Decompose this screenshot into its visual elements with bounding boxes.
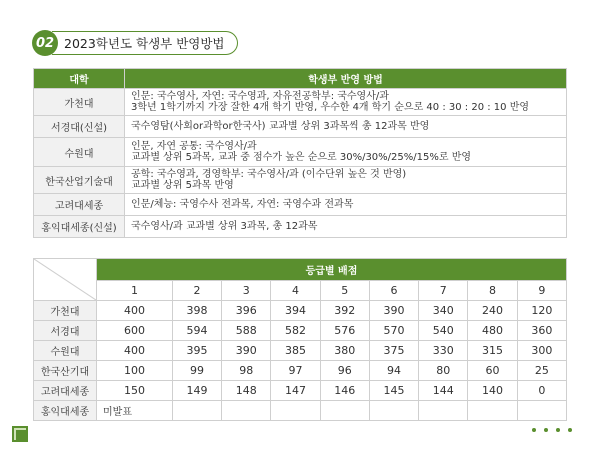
grade-number-cell: 5 <box>320 281 369 301</box>
section-title: 2023학년도 학생부 반영방법 <box>52 31 238 55</box>
score-cell: 미발표 <box>97 401 173 421</box>
table-row <box>34 167 567 194</box>
table-row <box>34 301 567 321</box>
score-cell: 96 <box>320 361 369 381</box>
score-cell: 94 <box>369 361 418 381</box>
method-line: 공학: 국수영과, 경영학부: 국수영사/과 (이수단위 높은 것 반영) <box>131 169 407 180</box>
table-row <box>34 138 567 167</box>
score-cell: 375 <box>369 341 418 361</box>
table-row <box>34 89 567 116</box>
method-cell <box>125 216 567 238</box>
score-cell: 80 <box>419 361 468 381</box>
method-cell <box>125 194 567 216</box>
method-line: 교과별 상위 5과목, 교과 중 점수가 높은 순으로 30%/30%/25%/15%로 반영 <box>131 152 472 163</box>
score-cell: 540 <box>419 321 468 341</box>
score-cell: 60 <box>468 361 517 381</box>
table-row <box>34 401 567 421</box>
university-cell: 한국산기대 <box>34 361 97 381</box>
table-row <box>34 381 567 401</box>
score-cell <box>517 401 566 421</box>
score-cell: 98 <box>222 361 271 381</box>
grade-number-cell: 3 <box>222 281 271 301</box>
section-number-badge: 02 <box>32 30 58 56</box>
score-cell: 400 <box>97 301 173 321</box>
table-row <box>34 194 567 216</box>
grade-number-cell: 2 <box>172 281 221 301</box>
score-cell <box>468 401 517 421</box>
score-cell: 146 <box>320 381 369 401</box>
university-cell: 홍익대세종(신설) <box>34 216 125 238</box>
score-cell: 147 <box>271 381 320 401</box>
score-cell: 340 <box>419 301 468 321</box>
score-cell <box>271 401 320 421</box>
university-cell: 고려대세종 <box>34 194 125 216</box>
score-cell: 385 <box>271 341 320 361</box>
dot <box>568 428 572 432</box>
method-line: 인문, 자연 공통: 국수영사/과 <box>131 141 257 152</box>
score-cell <box>419 401 468 421</box>
university-cell: 가천대 <box>34 89 125 116</box>
score-cell: 140 <box>468 381 517 401</box>
method-cell <box>125 167 567 194</box>
score-cell: 390 <box>222 341 271 361</box>
university-cell: 홍익대세종 <box>34 401 97 421</box>
score-cell: 240 <box>468 301 517 321</box>
score-cell: 330 <box>419 341 468 361</box>
score-cell <box>369 401 418 421</box>
score-cell <box>172 401 221 421</box>
table-row <box>34 341 567 361</box>
table-header-row <box>34 69 567 89</box>
dot <box>532 428 536 432</box>
table-row <box>34 116 567 138</box>
score-cell: 25 <box>517 361 566 381</box>
method-cell <box>125 89 567 116</box>
university-cell: 수원대 <box>34 341 97 361</box>
section-header <box>32 30 238 56</box>
score-cell <box>320 401 369 421</box>
score-cell: 570 <box>369 321 418 341</box>
score-cell: 582 <box>271 321 320 341</box>
score-cell: 594 <box>172 321 221 341</box>
reflection-method-table <box>33 68 567 238</box>
university-cell: 고려대세종 <box>34 381 97 401</box>
method-cell <box>125 116 567 138</box>
grade-score-header: 등급별 배점 <box>97 259 567 281</box>
score-cell: 144 <box>419 381 468 401</box>
university-cell: 한국산업기술대 <box>34 167 125 194</box>
grade-number-cell: 9 <box>517 281 566 301</box>
method-cell <box>125 138 567 167</box>
grade-header-row <box>34 259 567 281</box>
score-cell: 97 <box>271 361 320 381</box>
table-row <box>34 216 567 238</box>
column-header-method: 학생부 반영 방법 <box>125 69 567 89</box>
grade-number-cell: 7 <box>419 281 468 301</box>
score-cell <box>222 401 271 421</box>
method-line: 국수영사/과 교과별 상위 3과목, 총 12과목 <box>131 221 318 232</box>
score-cell: 149 <box>172 381 221 401</box>
score-cell: 148 <box>222 381 271 401</box>
score-cell: 300 <box>517 341 566 361</box>
method-line: 3학년 1학기까지 가장 잘한 4개 학기 반영, 우수한 4개 학기 순으로 40 : 30 : 20 : 10 반영 <box>131 102 530 113</box>
grade-score-table <box>33 258 567 421</box>
dot <box>556 428 560 432</box>
grade-table-body <box>34 301 567 421</box>
university-cell: 가천대 <box>34 301 97 321</box>
score-cell: 395 <box>172 341 221 361</box>
corner-square-decoration-fill <box>16 430 28 442</box>
grade-number-cell: 4 <box>271 281 320 301</box>
score-cell: 380 <box>320 341 369 361</box>
score-cell: 394 <box>271 301 320 321</box>
grade-number-cell: 6 <box>369 281 418 301</box>
column-header-university: 대학 <box>34 69 125 89</box>
university-cell: 서경대(신설) <box>34 116 125 138</box>
grade-number-cell: 8 <box>468 281 517 301</box>
grade-number-row <box>34 281 567 301</box>
university-cell: 수원대 <box>34 138 125 167</box>
score-cell: 100 <box>97 361 173 381</box>
score-cell: 145 <box>369 381 418 401</box>
method-line: 인문/체능: 국영수사 전과목, 자연: 국영수과 전과목 <box>131 199 354 210</box>
score-cell: 588 <box>222 321 271 341</box>
diagonal-line <box>34 259 96 300</box>
score-cell: 398 <box>172 301 221 321</box>
score-cell: 396 <box>222 301 271 321</box>
score-cell: 576 <box>320 321 369 341</box>
dot <box>544 428 548 432</box>
score-cell: 390 <box>369 301 418 321</box>
score-cell: 120 <box>517 301 566 321</box>
method-line: 교과별 상위 5과목 반영 <box>131 180 234 191</box>
page-dots-decoration <box>532 428 572 432</box>
grade-number-cell: 1 <box>97 281 173 301</box>
score-cell: 480 <box>468 321 517 341</box>
table-row <box>34 361 567 381</box>
method-line: 인문: 국수영사, 자연: 국수영과, 자유전공학부: 국수영사/과 <box>131 91 389 102</box>
score-cell: 392 <box>320 301 369 321</box>
score-cell: 360 <box>517 321 566 341</box>
diagonal-corner-cell <box>34 259 97 301</box>
score-cell: 400 <box>97 341 173 361</box>
university-cell: 서경대 <box>34 321 97 341</box>
score-cell: 315 <box>468 341 517 361</box>
table-row <box>34 321 567 341</box>
score-cell: 600 <box>97 321 173 341</box>
method-line: 국수영탐(사회or과학or한국사) 교과별 상위 3과목씩 총 12과목 반영 <box>131 121 430 132</box>
score-cell: 0 <box>517 381 566 401</box>
score-cell: 99 <box>172 361 221 381</box>
score-cell: 150 <box>97 381 173 401</box>
